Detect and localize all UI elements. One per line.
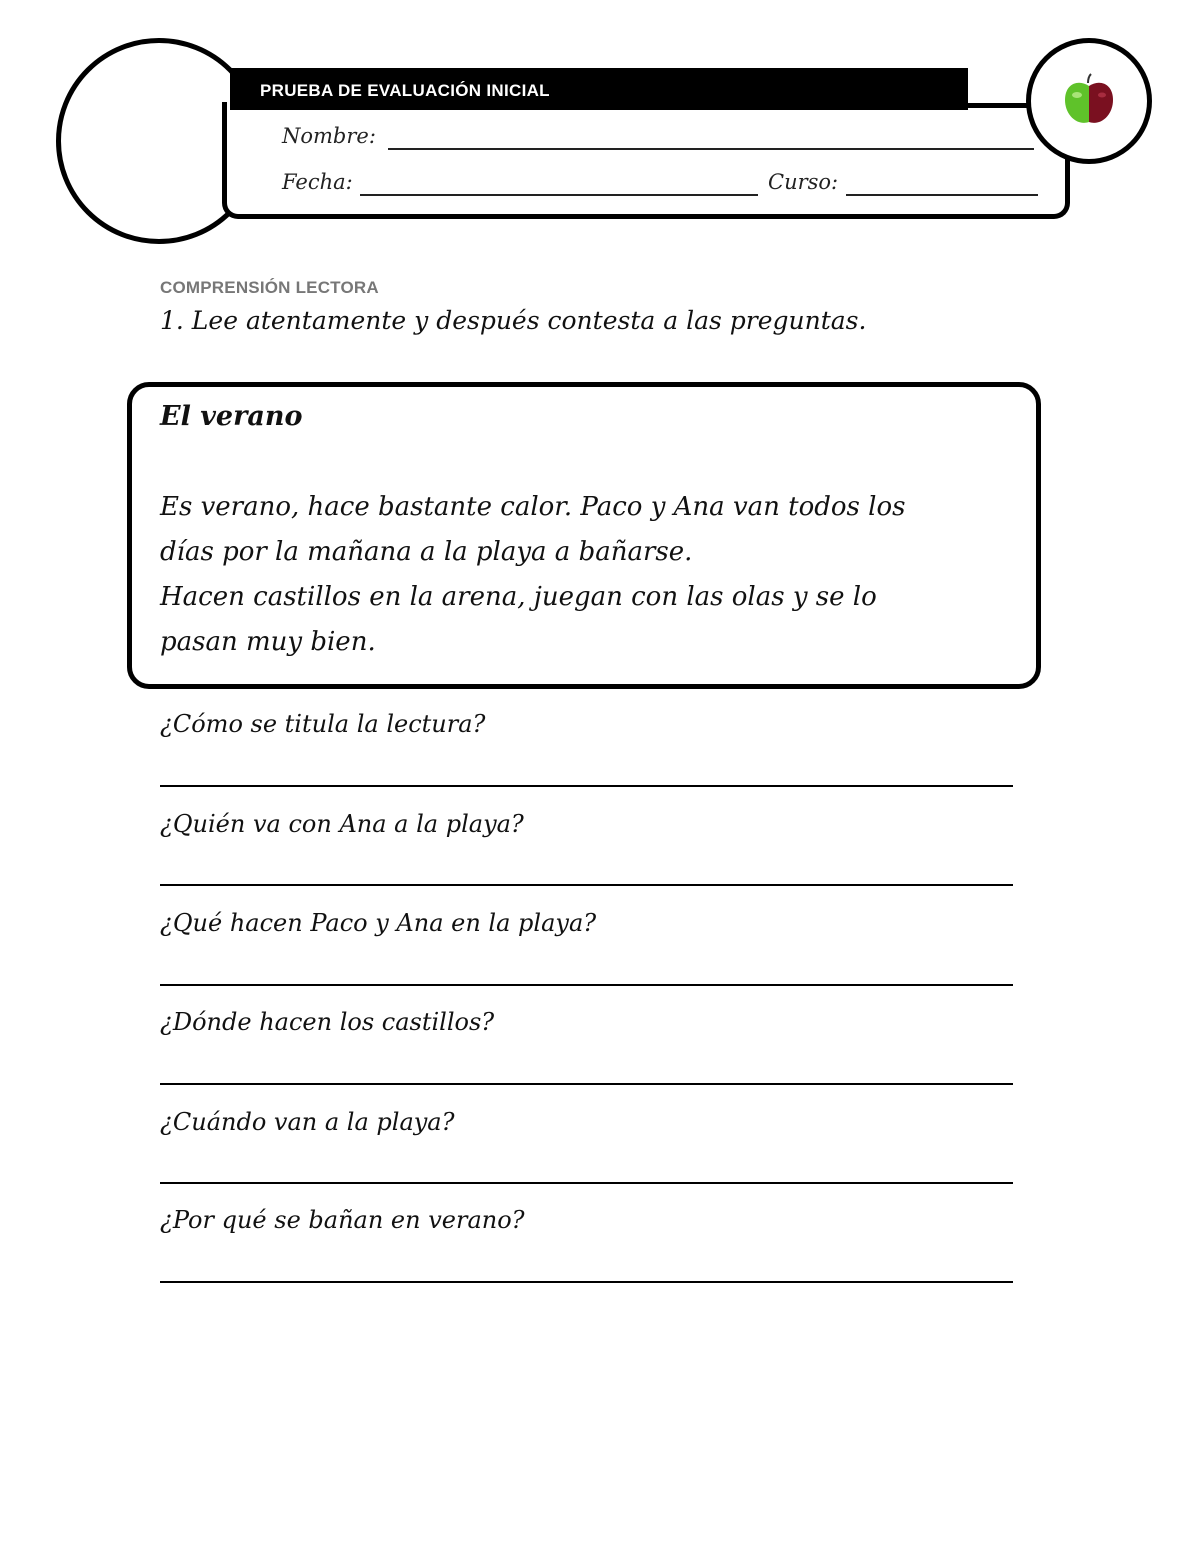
reading-text <box>160 485 1010 665</box>
question-1: ¿Cómo se titula la lectura? <box>160 710 486 738</box>
apple-icon <box>1057 73 1121 129</box>
answer-line-1[interactable] <box>160 785 1013 787</box>
answer-line-4[interactable] <box>160 1083 1013 1085</box>
reading-title: El verano <box>160 401 303 432</box>
section-label: COMPRENSIÓN LECTORA <box>160 278 379 297</box>
logo-circle <box>1026 38 1152 164</box>
course-field[interactable] <box>846 194 1038 196</box>
test-title-bar <box>230 68 968 110</box>
answer-line-6[interactable] <box>160 1281 1013 1283</box>
name-label: Nombre: <box>282 124 376 148</box>
question-3: ¿Qué hacen Paco y Ana en la playa? <box>160 909 597 937</box>
course-label: Curso: <box>768 170 839 194</box>
date-label: Fecha: <box>282 170 353 194</box>
reading-line: pasan muy bien. <box>160 627 376 657</box>
question-4: ¿Dónde hacen los castillos? <box>160 1008 495 1036</box>
question-2: ¿Quién va con Ana a la playa? <box>160 810 524 838</box>
answer-line-3[interactable] <box>160 984 1013 986</box>
reading-line: días por la mañana a la playa a bañarse. <box>160 537 693 567</box>
reading-box <box>127 382 1041 689</box>
date-field[interactable] <box>360 194 758 196</box>
test-title: PRUEBA DE EVALUACIÓN INICIAL <box>260 81 550 100</box>
question-6: ¿Por qué se bañan en verano? <box>160 1206 525 1234</box>
answer-line-2[interactable] <box>160 884 1013 886</box>
student-info-panel <box>222 102 1070 219</box>
name-field[interactable] <box>388 148 1034 150</box>
reading-line: Es verano, hace bastante calor. Paco y Ana van todos los <box>160 492 906 522</box>
answer-line-5[interactable] <box>160 1182 1013 1184</box>
question-5: ¿Cuándo van a la playa? <box>160 1108 455 1136</box>
instruction-text: 1. Lee atentamente y después contesta a las preguntas. <box>160 306 867 335</box>
reading-line: Hacen castillos en la arena, juegan con las olas y se lo <box>160 582 877 612</box>
